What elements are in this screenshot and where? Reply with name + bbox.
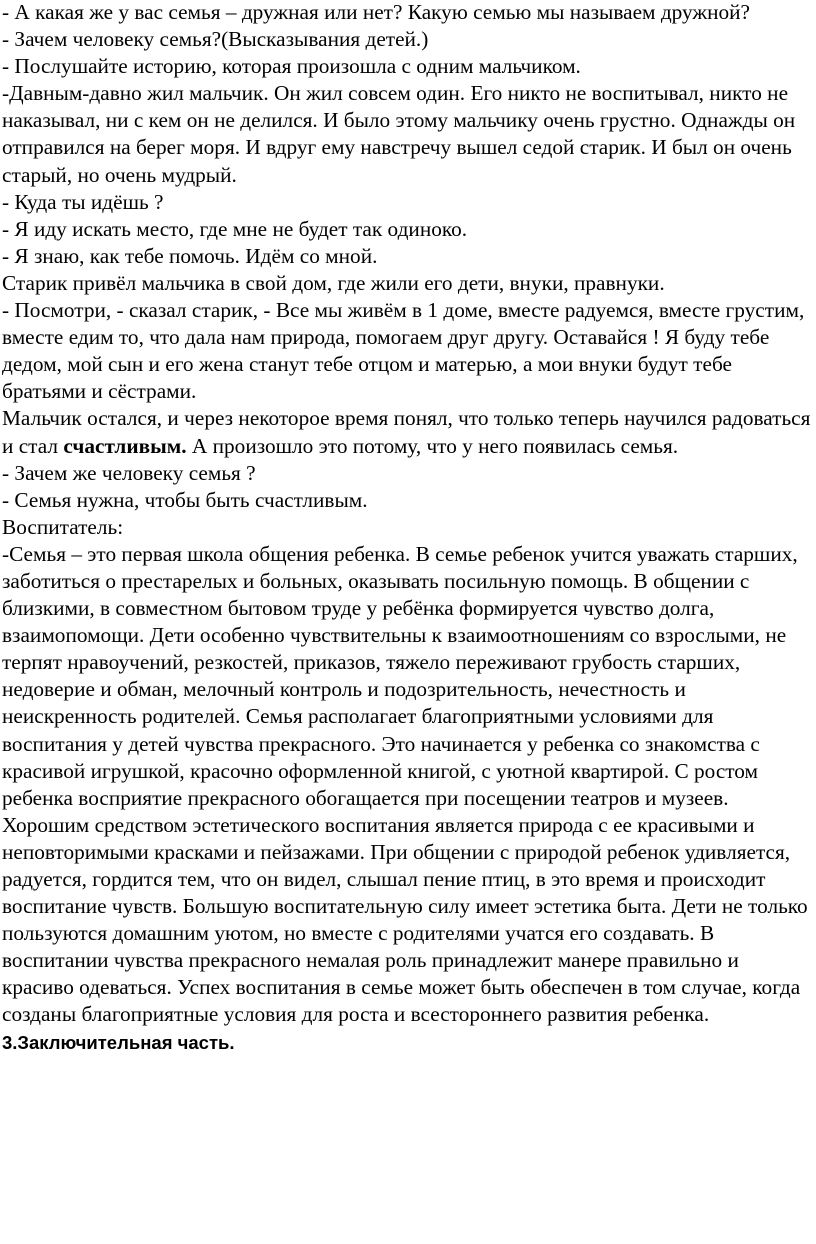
boy-stayed-paragraph (2, 405, 814, 459)
section-heading: 3.Заключительная часть. (2, 1031, 235, 1053)
teacher-label: Воспитатель: (2, 514, 124, 539)
why-family-line: - Зачем человеку семья?(Высказывания детей.) (2, 27, 429, 52)
teacher-paragraph: -Семья – это первая школа общения ребенка. В семье ребенок учится уважать старших, заботиться о престарелых и больных, оказывать посильную помощь. В общении с близкими, в совместном бытовом труде у ребёнка формируется чувство долга, взаимопомощи. Дети особенно чувствительны к взаимоотношениям со взрослыми, не терпят нравоучений, резкостей, приказов, тяжело переживают грубость старших, недоверие и обман, мелочный контроль и подозрительность, нечестность и неискренность родителей. Семья располагает благоприятными условиями для воспитания у детей чувства прекрасного. Это начинается у ребенка со знакомства с красивой игрушкой, красочно оформленной книгой, с уютной квартирой. С ростом ребенка восприятие прекрасного обогащается при посещении театров и музеев. Хорошим средством эстетического воспитания является природа с ее красивыми и неповторимыми красками и пейзажами. При общении с природой ребенок удивляется, радуется, гордится тем, что он видел, слышал пение птиц, в это время и происходит воспитание чувств. Большую воспитательную силу имеет эстетика быта. Дети не только пользуются домашним уютом, но вместе с родителями учатся его создавать. В воспитании чувства прекрасного немалая роль принадлежит манере правильно и красиво одеваться. Успех воспитания в семье может быть обеспечен в том случае, когда созданы благоприятные условия для роста и всестороннего развития ребенка. (2, 541, 808, 1027)
dialog-help-line: - Я знаю, как тебе помочь. Идём со мной. (2, 243, 378, 268)
answer-line: - Семья нужна, чтобы быть счастливым. (2, 487, 368, 512)
happy-word-bold: счастливым. (63, 433, 187, 458)
question-again-line: - Зачем же человеку семья ? (2, 460, 256, 485)
dialog-where-line: - Куда ты идёшь ? (2, 189, 164, 214)
story-paragraph: -Давным-давно жил мальчик. Он жил совсем один. Его никто не воспитывал, никто не наказывал, ни с кем он не делился. И было этому мальчику очень грустно. Однажды он отправился на берег моря. И вдруг ему навстречу вышел седой старик. И был он очень старый, но очень мудрый. (2, 81, 796, 187)
old-man-brought-line: Старик привёл мальчика в свой дом, где жили его дети, внуки, правнуки. (2, 270, 665, 295)
intro-question: - А какая же у вас семья – дружная или нет? Какую семью мы называем дружной? (2, 0, 751, 24)
listen-story-line: - Послушайте историю, которая произошла с одним мальчиком. (2, 54, 581, 79)
boy-stayed-text-before: Мальчик остался, и через некоторое время понял, что только теперь научился радоваться и стал (2, 406, 811, 458)
old-man-speech: - Посмотри, - сказал старик, - Все мы живём в 1 доме, вместе радуемся, вместе грустим, вместе едим то, что дала нам природа, помогаем друг другу. Оставайся ! Я буду тебе дедом, мой сын и его жена станут тебе отцом и матерью, а мои внуки будут тебе братьями и сёстрами. (2, 298, 805, 404)
boy-stayed-text-after: А произошло это потому, что у него появилась семья. (186, 433, 679, 458)
dialog-search-line: - Я иду искать место, где мне не будет так одиноко. (2, 216, 468, 241)
